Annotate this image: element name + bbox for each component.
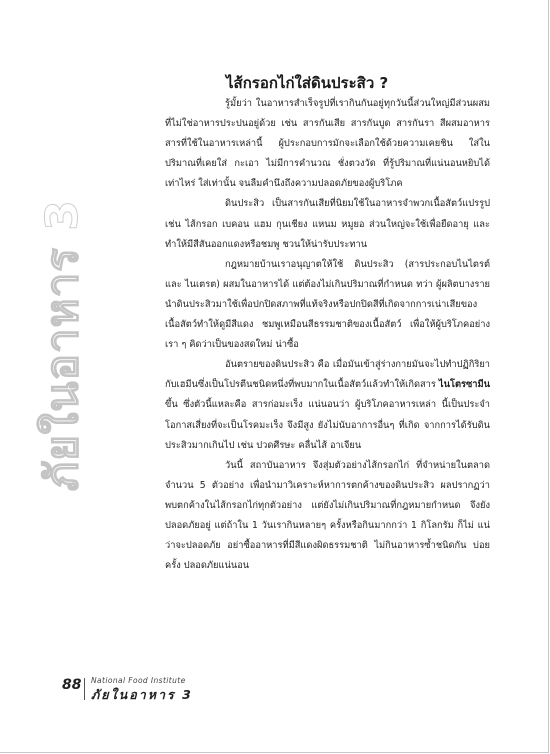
sidebar-title-text: ภัยในอาหาร	[37, 247, 88, 491]
sidebar-vertical-title	[27, 195, 97, 495]
page-footer	[62, 676, 262, 716]
paragraph-2: ดินประสิว เป็นสารกันเสียที่นิยมใช้ในอาหารจำพวกเนื้อสัตว์แปรรูป เช่น ไส้กรอก เบคอน แฮม กุนเชียง แหนม หมูยอ ส่วนใหญ่จะใช้เพื่อยืดอายุ และ ทำให้มีสีสันออกแดงหรือชมพู ชวนให้น่ารับประทาน	[165, 198, 490, 250]
organization-name: National Food Institute	[91, 676, 186, 685]
article-body	[165, 94, 490, 576]
paragraph-5: วันนี้ สถาบันอาหาร จึงสุ่มตัวอย่างไส้กรอกไก่ ที่จำหน่ายในตลาด จำนวน 5 ตัวอย่าง เพื่อนำมาวิเคราะห์หาการตกค้างของดินประสิว ผลปรากฏว่า พบตกค้างในไส้กรอกไก่ทุกตัวอย่าง แต่ยังไม่เกินปริมาณที่กฎหมายกำหนด จึงยัง ปลอดภัยอยู่ แต่ถ้าใน 1 วันเรากินหลายๆ ครั้งหรือกินมากกว่า 1 กิโลกรัม ก็ไม่ แน่ว่าจะปลอดภัย อย่าซื้ออาหารที่มีสีแดงผิดธรรมชาติ ไม่กินอาหารซ้ำชนิดกัน บ่อยครั้ง ปลอดภัยแน่นอน	[165, 459, 490, 572]
sidebar-title-number: 3	[37, 199, 88, 231]
nitrosamine-term: ไนโตรซามีน	[438, 379, 490, 391]
page-number: 88	[62, 677, 82, 693]
paragraph-4	[165, 355, 490, 455]
article-title: ไส้กรอกไก่ใส่ดินประสิว ?	[226, 74, 389, 92]
paragraph-1: รู้มั้ยว่า ในอาหารสำเร็จรูปที่เรากินกันอยู่ทุกวันนี้ส่วนใหญ่มีส่วนผสม ที่ไม่ใช่อาหารประปนอยู่ด้วย เช่น สารกันเสีย สารกันบูด สารกันรา สีผสมอาหาร สารที่ใช้ในอาหารเหล่านี้ ผู้ประกอบการมักจะเลือกใช้ด้วยความเคยชิน ใส่ใน ปริมาณที่เคยใส่ กะเอา ไม่มีการคำนวณ ชั่งตวงวัด ที่รู้ปริมาณที่แน่นอนหยิบได้ เท่าไหร่ ใส่เท่านั้น จนลืมคำนึงถึงความปลอดภัยของผู้บริโภค	[165, 98, 490, 190]
paragraph-3: กฎหมายบ้านเราอนุญาตให้ใช้ ดินประสิว (สารประกอบไนไตรต์และ ไนเตรต) ผสมในอาหารได้ แต่ต้องไม่เกินปริมาณที่กำหนด ทว่า ผู้ผลิตบางราย นำดินประสิวมาใช้เพื่อปกปิดสภาพที่แท้จริงหรือปกปิดสีที่เกิดจากการเน่าเสียของ เนื้อสัตว์ทำให้ดูมีสีแดง ชมพูเหมือนสีธรรมชาติของเนื้อสัตว์ เพื่อให้ผู้บริโภคอย่าง เรา ๆ คิดว่าเป็นของสดใหม่ น่าซื้อ	[165, 258, 490, 351]
footer-divider	[84, 678, 85, 700]
paragraph-4-part-2: ขึ้น ซึ่งตัวนี้แหละคือ สารก่อมะเร็ง แน่นอนว่า ผู้บริโภคอาหารเหล่า นี้เป็นประจำ โอกาสเสี่ยงที่จะเป็นโรคมะเร็ง จึงมีสูง ยังไม่นับอาการอื่นๆ ที่เกิด จากการได้รับดินประสิวมากเกินไป เช่น ปวดศีรษะ คลื่นไส้ อาเจียน	[165, 399, 490, 451]
magazine-name: ภัยในอาหาร 3	[91, 687, 193, 702]
paragraph-4-part-1: อันตรายของดินประสิว คือ เมื่อมันเข้าสู่ร่างกายมันจะไปทำปฏิกิริยา กับเฮมีนซึ่งเป็นโปรตีนชนิดหนึ่งที่พบมากในเนื้อสัตว์แล้วทำให้เกิดสาร	[165, 359, 490, 391]
